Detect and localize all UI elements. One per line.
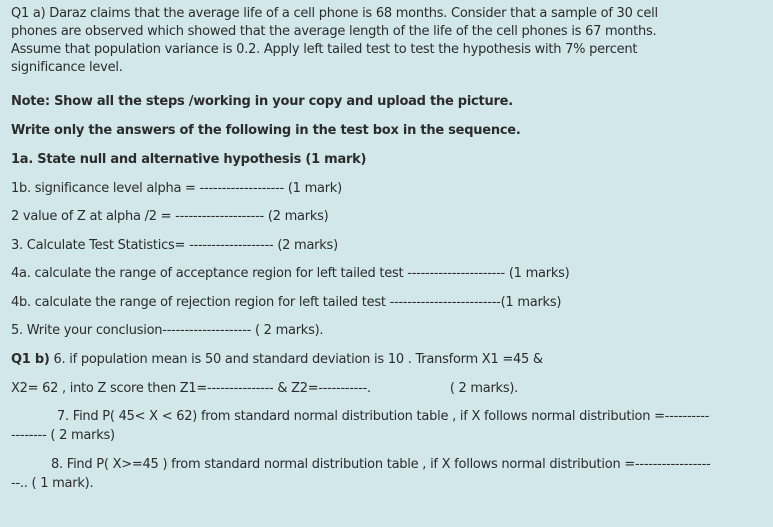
item-7-line-2: -------- ( 2 marks) [11,428,115,443]
instruction-line: Write only the answers of the following in the test box in the sequence. [11,123,521,138]
item-6-marks: ( 2 marks). [449,381,519,396]
question-intro-line-3: Assume that population variance is 0.2. Apply left tailed test to test the hypothesis with 7% percent [11,42,638,57]
item-1a: 1a. State null and alternative hypothesis (1 mark) [11,152,367,167]
item-8-line-1: 8. Find P( X>=45 ) from standard normal distribution table , if X follows normal distribution =----------------- [51,457,711,472]
part-b-label: Q1 b) [11,352,50,367]
question-intro-line-4: significance level. [11,60,123,75]
item-4a: 4a. calculate the range of acceptance region for left tailed test ---------------------- (1 marks) [11,266,570,281]
note-line: Note: Show all the steps /working in your copy and upload the picture. [11,94,513,109]
item-4b: 4b. calculate the range of rejection region for left tailed test -------------------------(1 marks) [11,295,562,310]
question-intro-line-1: Q1 a) Daraz claims that the average life of a cell phone is 68 months. Consider that a sample of 30 cell [11,6,658,21]
part-b-line-2 [11,381,769,397]
item-8-line-2: --.. ( 1 mark). [11,476,94,491]
item-6-text: 6. if population mean is 50 and standard deviation is 10 . Transform X1 =45 & [49,352,543,367]
item-3: 3. Calculate Test Statistics= ------------------- (2 marks) [11,238,338,253]
item-2: 2 value of Z at alpha /2 = -------------------- (2 marks) [11,209,329,224]
part-b-line-1 [11,352,543,368]
item-6-z-scores: X2= 62 , into Z score then Z1=--------------- & Z2=-----------. [11,381,371,396]
item-5: 5. Write your conclusion-------------------- ( 2 marks). [11,323,324,338]
item-1b: 1b. significance level alpha = ------------------- (1 mark) [11,181,342,196]
question-intro-line-2: phones are observed which showed that the average length of the life of the cell phones is 67 months. [11,24,657,39]
item-7-line-1: 7. Find P( 45< X < 62) from standard normal distribution table , if X follows normal distribution =---------- [57,409,710,424]
